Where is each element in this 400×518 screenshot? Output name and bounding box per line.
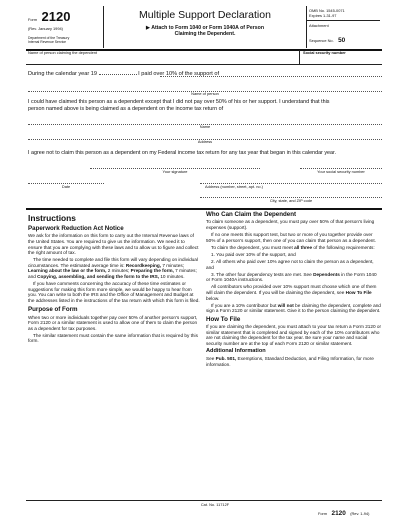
- title-block: [104, 9, 306, 37]
- requirement-1: 1. You paid over 10% of the support, and: [211, 251, 296, 257]
- sequence-number: 50: [338, 36, 346, 44]
- additional-info-heading: Additional Information: [206, 348, 266, 355]
- claimant-ssn-label: Social security number: [303, 50, 346, 55]
- attachment-label: Attachment: [309, 23, 329, 29]
- purpose-paragraph-2: The similar statement must contain the same information that is required by this form.: [28, 332, 198, 344]
- who-paragraph-2: If no one meets this support test, but two or more of you together provide over 50% of a person's support, then one of you can claim that person as a dependent.: [206, 232, 377, 243]
- how-to-file-paragraph: If you are claiming the dependent, you must attach to your tax return a Form 2120 or similar statement that is completed and signed by each of the 10% contributors who are not claiming the dependent for the tax year. Be sure your name and social security number are at the top of each Form 2120 or similar statement.: [206, 324, 382, 346]
- irs-name: Internal Revenue Service: [28, 39, 67, 44]
- footer-form-number: 2120: [331, 510, 346, 517]
- who-paragraph-5: If you are a 10% contributor but will not be claiming the dependent, complete and sign a Form 2120 or similar statement. Give it to the person claiming the dependent.: [206, 302, 381, 314]
- form-subtitle-2: Claiming the Dependent.: [174, 31, 236, 37]
- supported-person-name-field[interactable]: [160, 76, 382, 77]
- who-paragraph-3: To claim the dependent, you must meet all three of the following requirements:: [211, 244, 375, 250]
- name-of-person-caption: Name of person: [191, 91, 219, 96]
- agree-text: I agree not to claim this person as a dependent on my Federal income tax return for any tax year that began in this calendar year.: [28, 150, 337, 156]
- paperwork-heading: Paperwork Reduction Act Notice: [28, 225, 124, 232]
- footer-revision: (Rev. 1-94): [350, 511, 370, 516]
- city-caption: City, state, and ZIP code: [269, 198, 313, 203]
- revision-date: (Rev. January 1994): [28, 26, 63, 31]
- purpose-paragraph-1: When two or more individuals together pay over 50% of another person's support, Form 2120 or a similar statement is used to allow one of them to claim the person as a dependent for tax purposes.: [28, 314, 198, 331]
- year-fill-dots[interactable]: [99, 70, 137, 75]
- claim-text-line-2: person named above is being claimed as a dependent on the income tax return of: [28, 105, 224, 112]
- your-signature-caption: Your signature: [162, 169, 188, 174]
- address-caption: Address: [197, 139, 213, 144]
- year-prefix: During the calendar year 19: [28, 71, 98, 77]
- name-caption: Name: [199, 124, 211, 129]
- who-paragraph-4: All contributors who provided over 10% support must choose which one of them will claim the dependent. If you will be claiming the dependent, see How To File below.: [206, 284, 377, 301]
- footer-form-id: Form 2120 (Rev. 1-94): [318, 510, 370, 517]
- department: Department of the Treasury: [28, 35, 70, 40]
- form-title: Multiple Support Declaration: [139, 9, 271, 21]
- form-id-block: [28, 8, 98, 44]
- form-label: Form: [28, 17, 38, 22]
- instructions-left-column: [28, 210, 200, 344]
- who-paragraph-1: To claim someone as a dependent, you must pay over 50% of that person's living expenses (support).: [206, 219, 375, 230]
- claimant-name-label: Name of person claiming the dependent: [28, 50, 97, 55]
- who-can-claim-heading: Who Can Claim the Dependent: [206, 211, 297, 218]
- omb-number: OMB No. 1545-0071: [309, 8, 345, 13]
- catalog-number: Cat. No. 11712F: [200, 502, 230, 507]
- additional-info-paragraph: See Pub. 501, Exemptions, Standard Deduction, and Filing Information, for more information.: [206, 355, 374, 367]
- claim-text: [28, 99, 384, 112]
- paperwork-paragraph: We ask for the information on this form to carry out the Internal Revenue laws of the United States. You are required to give us the information. We need it to ensure that you are complying with these laws and to allow us to figure and collect the right amount of tax.: [28, 233, 199, 256]
- instructions-right-column: [206, 210, 382, 367]
- time-estimate-paragraph: The time needed to complete and file this form will vary depending on individual circumstances. The estimated average time is: Recordkeeping, 7 minutes; Learning about the law or the form, 2 minutes; Preparing the form, 7 minutes; and Copying, assembling, and sending the form to the IRS, 10 minutes.: [28, 257, 198, 279]
- requirement-3: 3. The other four dependency tests are met. See Dependents in the Form 1040 or Form 1040A instructions.: [206, 271, 377, 283]
- year-suffix: I paid over 10% of the support of: [138, 71, 220, 77]
- instructions-title: Instructions: [28, 213, 76, 223]
- claim-text-line-1: I could have claimed this person as a dependent except that I did not pay over 50% of his or her support. I understand that this: [28, 99, 330, 105]
- comments-paragraph: If you have comments concerning the accuracy of these time estimates or suggestions for making this form more simple, we would be happy to hear from you. You can write to both the IRS and the Office of Management and Budget at the addresses listed in the instructions of the tax return with which this form is filed.: [28, 280, 200, 303]
- date-caption: Date: [61, 184, 71, 189]
- purpose-heading: Purpose of Form: [28, 306, 78, 314]
- omb-block: [309, 9, 379, 47]
- your-ssn-caption: Your social security number: [317, 169, 365, 174]
- requirement-2: 2. All others who paid over 10% agree not to claim the person as a dependent, and: [206, 259, 374, 270]
- sequence-label: Sequence No.: [309, 37, 334, 43]
- form-number: 2120: [41, 9, 71, 24]
- expires: Expires 1-31-97: [309, 12, 337, 18]
- street-caption: Address (number, street, apt. no.): [205, 184, 263, 189]
- how-to-file-heading: How To File: [206, 315, 241, 323]
- form-subtitle-1: ▶ Attach to Form 1040 or Form 1040A of Person: [145, 25, 265, 31]
